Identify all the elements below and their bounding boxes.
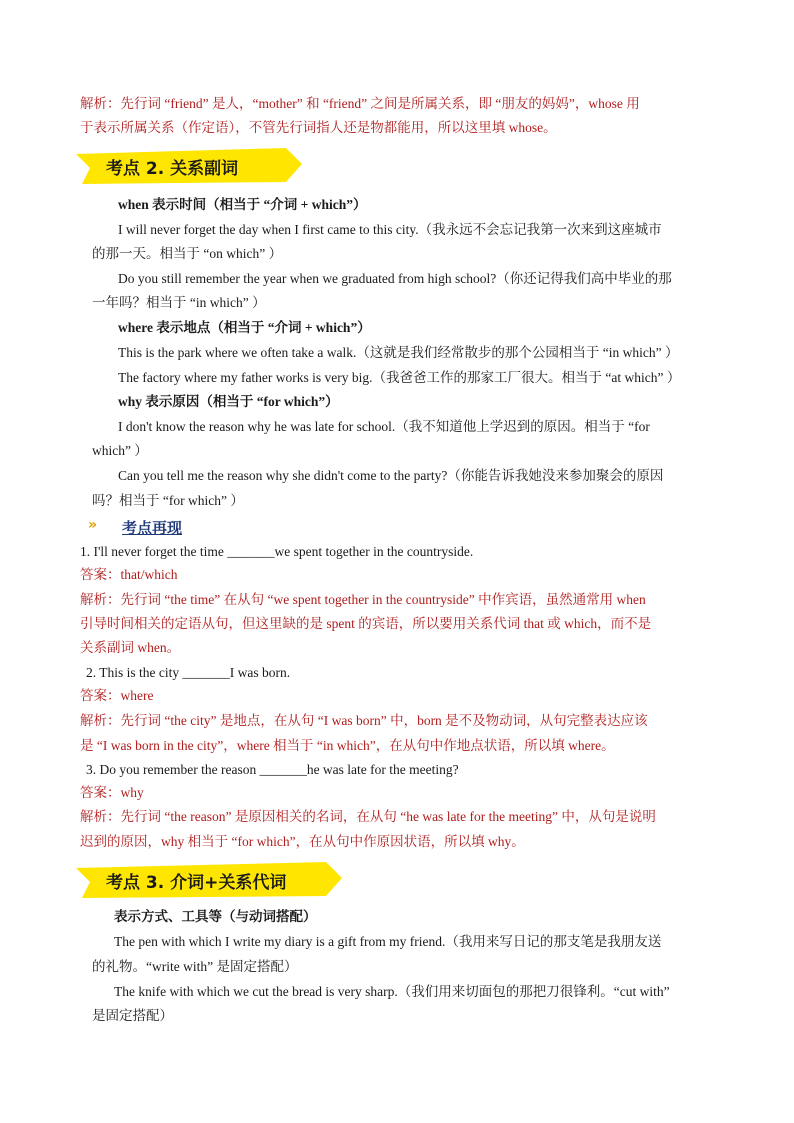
section3-example1-line2: 的礼物。“write with” 是固定搭配）	[92, 959, 298, 974]
where-heading: where 表示地点（相当于 “介词 + which”）	[118, 320, 371, 335]
explanation-1-line2: 引导时间相关的定语从句，但这里缺的是 spent 的宾语，所以要用关系代词 that 或 which，而不是	[80, 616, 652, 631]
section3-example2-line1: The knife with which we cut the bread is very sharp.（我们用来切面包的那把刀很锋利。“cut with”	[114, 984, 670, 999]
where-example2: The factory where my father works is very big.（我爸爸工作的那家工厂很大。相当于 “at which” ）	[118, 370, 681, 385]
where-example1: This is the park where we often take a walk.（这就是我们经常散步的那个公园相当于 “in which” ）	[118, 345, 679, 360]
chevron-right-icon: »	[88, 517, 98, 533]
when-example1-line2: 的那一天。相当于 “on which” ）	[92, 246, 283, 261]
when-example1-line1: I will never forget the day when I first came to this city.（我永远不会忘记我第一次来到这座城市	[118, 222, 662, 237]
section3-banner	[76, 860, 346, 894]
answer-3: 答案：why	[80, 785, 144, 800]
question-2: 2. This is the city _______I was born.	[86, 665, 291, 680]
explanation-1-line1: 解析：先行词 “the time” 在从句 “we spent together in the countryside” 中作宾语，虽然通常用 when	[80, 592, 646, 607]
section3-example2-line2: 是固定搭配）	[92, 1008, 173, 1023]
why-example1-line2: which” ）	[92, 443, 148, 458]
explanation-3-line2: 迟到的原因，why 相当于 “for which”，在从句中作原因状语，所以填 why。	[80, 834, 525, 849]
answer-2: 答案：where	[80, 688, 154, 703]
when-example2-line2: 一年吗？相当于 “in which” ）	[92, 295, 266, 310]
why-example1-line1: I don't know the reason why he was late for school.（我不知道他上学迟到的原因。相当于 “for	[118, 419, 650, 434]
when-heading: when 表示时间（相当于 “介词 + which”）	[118, 197, 367, 212]
section3-heading: 表示方式、工具等（与动词搭配）	[114, 909, 317, 924]
why-example2-line2: 吗？相当于 “for which” ）	[92, 493, 244, 508]
why-heading: why 表示原因（相当于 “for which”）	[118, 394, 339, 409]
explanation-1-line3: 关系副词 when。	[80, 640, 181, 655]
why-example2-line1: Can you tell me the reason why she didn't come to the party?（你能告诉我她没来参加聚会的原因	[118, 468, 664, 483]
section2-title: 考点 2. 关系副词	[106, 159, 239, 179]
intro-explanation-line2: 于表示所属关系（作定语），不管先行词指人还是物都能用，所以这里填 whose。	[80, 120, 557, 135]
intro-explanation-line1: 解析：先行词 “friend” 是人，“mother” 和 “friend” 之间是所属关系，即 “朋友的妈妈”，whose 用	[80, 96, 640, 111]
question-3: 3. Do you remember the reason _______he was late for the meeting?	[86, 762, 459, 777]
section3-title: 考点 3. 介词+关系代词	[106, 873, 287, 893]
section2-banner	[76, 146, 306, 180]
explanation-3-line1: 解析：先行词 “the reason” 是原因相关的名词，在从句 “he was late for the meeting” 中，从句是说明	[80, 809, 656, 824]
when-example2-line1: Do you still remember the year when we graduated from high school?（你还记得我们高中毕业的那	[118, 271, 672, 286]
review-heading: 考点再现	[122, 519, 183, 537]
explanation-2-line2: 是 “I was born in the city”，where 相当于 “in which”，在从句中作地点状语，所以填 where。	[80, 738, 615, 753]
answer-1: 答案：that/which	[80, 567, 178, 582]
explanation-2-line1: 解析：先行词 “the city” 是地点，在从句 “I was born” 中，born 是不及物动词，从句完整表达应该	[80, 713, 648, 728]
section3-example1-line1: The pen with which I write my diary is a gift from my friend.（我用来写日记的那支笔是我朋友送	[114, 934, 662, 949]
question-1: 1. I'll never forget the time _______we spent together in the countryside.	[80, 544, 474, 559]
